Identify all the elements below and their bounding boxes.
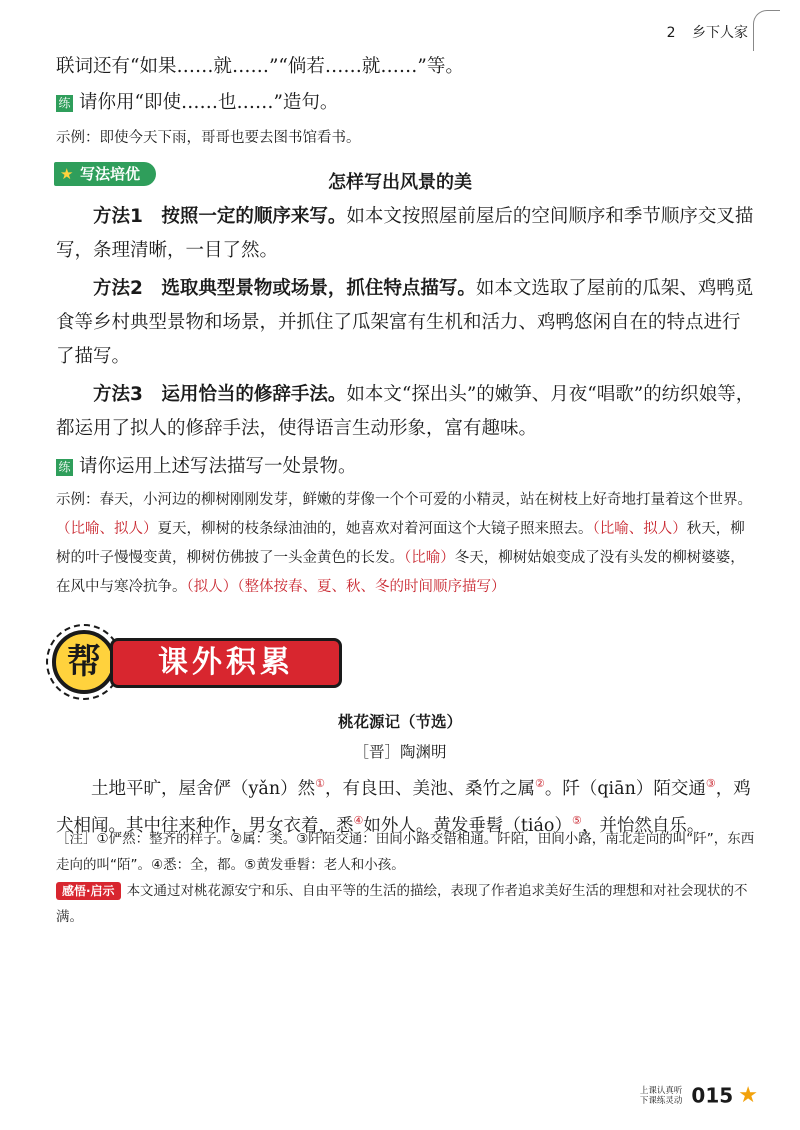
method-text: 如本文按照屋前屋后的空间顺序和季节顺序交叉描写，条理清晰，一目了然。 [56, 206, 754, 261]
header-corner-decoration [753, 10, 780, 51]
example-2-part: 秋天，柳树的叶子慢慢变黄，柳树仿佛披了一头金黄色的长发。 [56, 521, 745, 566]
page-footer [640, 1083, 758, 1108]
method-text: 如本文选取了屋前的瓜架、鸡鸭觅食等乡村典型景物和场景，并抓住了瓜架富有生机和活力、鸡鸭悠闲自在的特点进行了描写。 [56, 278, 754, 367]
poem-author: ［晋］陶渊明 [353, 743, 447, 761]
page-number: 015 [691, 1083, 734, 1108]
note-marker: ① [315, 777, 325, 790]
note-marker: ② [534, 777, 545, 790]
note-marker: ③ [705, 777, 716, 790]
note-marker: ④ [353, 813, 364, 827]
example-2-prefix: 示例： [56, 492, 100, 508]
intro-line: 联词还有“如果……就……”“倘若……就……”等。 [56, 56, 464, 77]
section-title: 怎样写出风景的美 [328, 172, 472, 193]
example-2-part: 冬天，柳树姑娘变成了没有头发的柳树婆婆，在风中与寒冷抗争。 [56, 550, 745, 595]
practice-icon: 练 [56, 95, 73, 112]
rhetoric-annotation: （比喻、拟人） [592, 521, 687, 537]
practice-1-text: 请你用“即使……也……”造句。 [79, 92, 339, 113]
chapter-title: 乡下人家 [692, 25, 748, 41]
passage-text: 如外人。黄发垂髫（tiáo） [363, 815, 572, 836]
extracurricular-banner [52, 630, 352, 700]
poem-title: 桃花源记（节选） [337, 713, 462, 731]
banner-circle: 帮 [52, 630, 116, 694]
practice-2-text: 请你运用上述写法描写一处景物。 [79, 456, 357, 477]
method-label: 方法1 按照一定的顺序来写。 [93, 206, 347, 227]
practice-icon: 练 [56, 459, 73, 476]
method-label: 方法3 运用恰当的修辞手法。 [93, 384, 347, 405]
star-icon: ★ [60, 165, 74, 183]
method-label: 方法2 选取典型景物或场景，抓住特点描写。 [93, 278, 476, 299]
method-1 [56, 200, 756, 268]
footer-slogan [640, 1086, 683, 1106]
star-icon: ★ [738, 1083, 758, 1108]
insight-block [56, 878, 756, 930]
rhetoric-annotation: （比喻） [404, 550, 455, 566]
rhetoric-annotation: （比喻、拟人） [56, 521, 158, 537]
passage-text: ，有良田、美池、桑竹之属 [324, 778, 535, 799]
passage-text: 。阡（qiān）陌交通 [544, 778, 706, 799]
rhetoric-annotation: （拟人）（整体按春、夏、秋、冬的时间顺序描写） [186, 579, 506, 595]
method-3 [56, 378, 756, 446]
passage-text: ，并怡然自乐。 [581, 815, 705, 836]
method-2 [56, 272, 756, 374]
method-text: 如本文“探出头”的嫩笋、月夜“唱歌”的纺织娘等，都运用了拟人的修辞手法，使得语言生动形象，富有趣味。 [56, 384, 755, 439]
section-tag-label: 写法培优 [80, 165, 141, 183]
example-2-part: 夏天，柳树的枝条绿油油的，她喜欢对着河面这个大镜子照来照去。 [157, 521, 593, 537]
example-2 [56, 486, 756, 602]
practice-1 [56, 86, 756, 120]
chapter-number: 2 [666, 25, 676, 41]
note-marker: ⑤ [571, 813, 582, 827]
passage-text: ，鸡犬相闻。其中往来种作，男女衣着，悉 [56, 778, 751, 836]
footer-slogan-top: 上课认真听 [639, 1085, 683, 1096]
banner-title: 课外积累 [110, 638, 342, 688]
insight-text: 本文通过对桃花源安宁和乐、自由平等的生活的描绘，表现了作者追求美好生活的理想和对社会现状的不满。 [56, 883, 748, 925]
footer-slogan-bottom: 下课练灵动 [639, 1095, 683, 1106]
example-1: 示例：即使今天下雨，哥哥也要去图书馆看书。 [56, 130, 361, 146]
annotation-notes: ［注］①俨然：整齐的样子。②属：类。③阡陌交通：田间小路交错相通。阡陌，田间小路，南北走向的叫“阡”，东西走向的叫“陌”。④悉：全，都。⑤黄发垂髫：老人和小孩。 [56, 831, 755, 873]
page-header [667, 22, 748, 42]
insight-badge: 感悟·启示 [56, 882, 121, 900]
passage-text: 土地平旷，屋舍俨（yǎn）然 [91, 778, 316, 799]
example-2-part: 春天，小河边的柳树刚刚发芽，鲜嫩的芽像一个个可爱的小精灵，站在树枝上好奇地打量着这个世界。 [99, 492, 752, 508]
practice-2 [56, 450, 756, 484]
